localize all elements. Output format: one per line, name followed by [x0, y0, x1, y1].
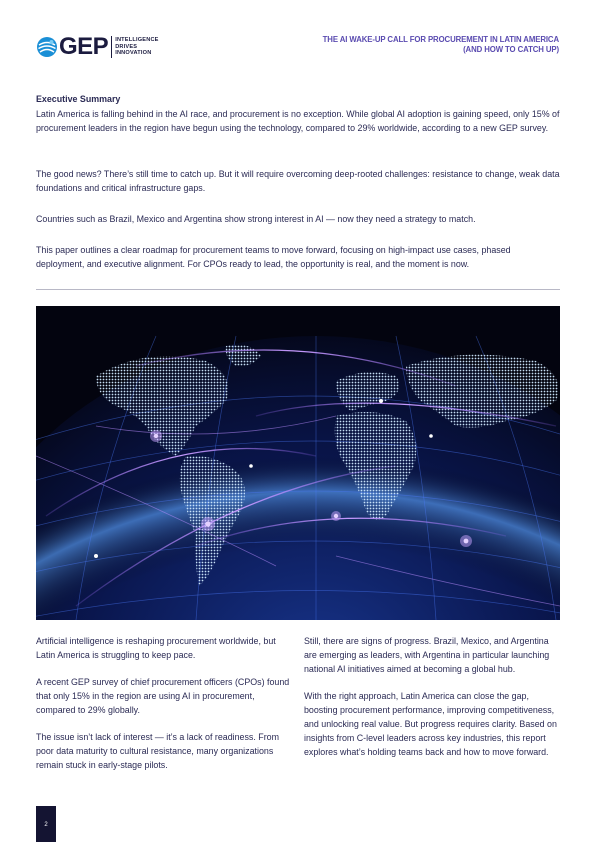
brand-name: GEP [59, 33, 109, 60]
executive-summary-heading: Executive Summary [36, 94, 121, 104]
tagline-line: DRIVES [115, 43, 138, 50]
left-column [36, 634, 294, 785]
right-column [304, 634, 560, 772]
page-number-tab [36, 806, 56, 842]
document-subtitle-line: (AND HOW TO CATCH UP) [463, 45, 559, 54]
summary-paragraph: This paper outlines a clear roadmap for procurement teams to move forward, focusing on high-impact use cases, phased deployment, and executive alignment. For CPOs ready to lead, the opportunity is real, and the moment is now. [36, 245, 511, 269]
tagline-line: INTELLIGENCE [115, 37, 159, 44]
summary-paragraph: Countries such as Brazil, Mexico and Argentina show strong interest in AI — now they need a strategy to match. [36, 214, 476, 224]
page-number: 2 [44, 822, 48, 828]
section-divider [36, 289, 560, 290]
globe-network-image [36, 306, 560, 620]
gep-globe-icon [36, 36, 58, 58]
gep-logo [36, 34, 159, 60]
globe-illustration [36, 306, 560, 620]
body-paragraph: Still, there are signs of progress. Brazil, Mexico, and Argentina are emerging as leaders, with Argentina in particular launching national AI initiatives aimed at becoming a global hub. [304, 636, 550, 674]
document-title-line: THE AI WAKE-UP CALL FOR PROCUREMENT IN LATIN AMERICA [322, 35, 559, 44]
brand-tagline [115, 37, 158, 57]
summary-paragraph: The good news? There’s still time to catch up. But it will require overcoming deep-rooted challenges: resistance to change, weak data foundations and critical infrastructure gaps. [36, 169, 560, 193]
summary-paragraph: Latin America is falling behind in the AI race, and procurement is no exception. While global AI adoption is gaining speed, only 15% of procurement leaders in the region have begun using the technology, compared to 29% worldwide, according to a new GEP survey. [36, 109, 560, 133]
body-paragraph: With the right approach, Latin America can close the gap, boosting procurement performance, improving competitiveness, and unlocking real value. But progress requires clarity. Based on insights from C-level leaders across key industries, this report explores what’s holding teams back and how to move forward. [304, 691, 557, 757]
document-title [323, 35, 559, 55]
tagline-line: INNOVATION [115, 50, 152, 57]
body-paragraph: A recent GEP survey of chief procurement officers (CPOs) found that only 15% in the region are using AI in procurement, compared to 29% globally. [36, 677, 290, 715]
body-paragraph: The issue isn’t lack of interest — it’s a lack of readiness. From poor data maturity to cultural resistance, many organizations remain stuck in early-stage pilots. [36, 732, 280, 770]
logo-divider [111, 36, 112, 58]
body-paragraph: Artificial intelligence is reshaping procurement worldwide, but Latin America is struggling to keep pace. [36, 636, 276, 660]
